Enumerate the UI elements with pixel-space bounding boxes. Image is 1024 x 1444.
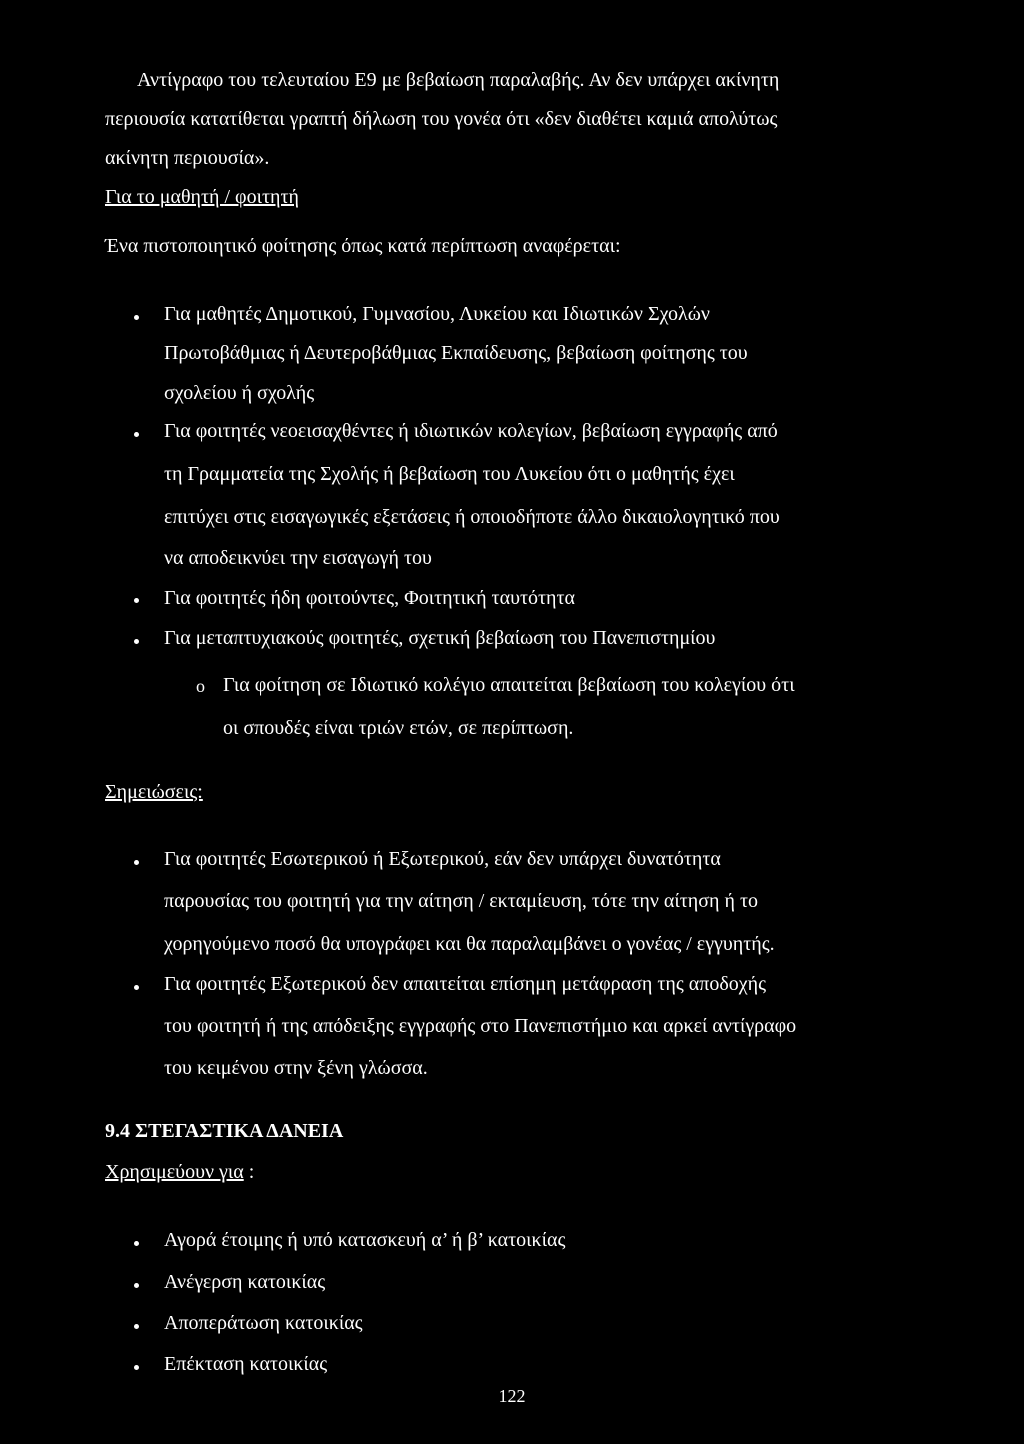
bullet-dot: [134, 860, 139, 865]
bullet-dot: [134, 1365, 139, 1370]
bullet-dot: [134, 1283, 139, 1288]
student-bullet-2-line-2: τη Γραμματεία της Σχολής ή βεβαίωση του Λυκείου ότι ο μαθητής έχει: [164, 463, 735, 485]
notes-bullet-1-line-1: Για φοιτητές Εσωτερικού ή Εξωτερικού, εάν δεν υπάρχει δυνατότητα: [164, 848, 721, 870]
uses-heading: [105, 1160, 254, 1184]
use-item-3: Αποπεράτωση κατοικίας: [164, 1312, 363, 1334]
bullet-dot: [134, 985, 139, 990]
sub-bullet-line-2: οι σπουδές είναι τριών ετών, σε περίπτωση.: [223, 717, 574, 739]
section-title: 9.4 ΣΤΕΓΑΣΤΙΚΑ ΔΑΝΕΙΑ: [105, 1120, 344, 1142]
intro-line-3: ακίνητη περιουσία».: [105, 147, 270, 169]
sub-bullet-line-1: Για φοίτηση σε Ιδιωτικό κολέγιο απαιτείται βεβαίωση του κολεγίου ότι: [223, 674, 795, 696]
intro-line-2: περιουσία κατατίθεται γραπτή δήλωση του γονέα ότι «δεν διαθέτει καμιά απολύτως: [105, 108, 778, 130]
student-bullet-1-line-1: Για μαθητές Δημοτικού, Γυμνασίου, Λυκείου και Ιδιωτικών Σχολών: [164, 303, 710, 325]
student-bullet-4-line-1: Για μεταπτυχιακούς φοιτητές, σχετική βεβαίωση του Πανεπιστημίου: [164, 627, 716, 649]
student-bullet-2-line-3: επιτύχει στις εισαγωγικές εξετάσεις ή οποιοδήποτε άλλο δικαιολογητικό που: [164, 506, 780, 528]
bullet-dot: [134, 315, 139, 320]
notes-bullet-1-line-2: παρουσίας του φοιτητή για την αίτηση / εκταμίευση, τότε την αίτηση ή το: [164, 890, 759, 912]
student-intro: Ένα πιστοποιητικό φοίτησης όπως κατά περίπτωση αναφέρεται:: [105, 235, 621, 257]
sub-bullet-marker: o: [196, 676, 205, 696]
notes-bullet-1-line-3: χορηγούμενο ποσό θα υπογράφει και θα παραλαμβάνει ο γονέας / εγγυητής.: [164, 933, 775, 955]
page-number: 122: [498, 1386, 526, 1406]
student-bullet-3-line-1: Για φοιτητές ήδη φοιτούντες, Φοιτητική ταυτότητα: [164, 587, 576, 609]
student-bullet-1-line-3: σχολείου ή σχολής: [164, 382, 315, 404]
notes-bullet-2-line-1: Για φοιτητές Εξωτερικού δεν απαιτείται επίσημη μετάφραση της αποδοχής: [164, 973, 766, 995]
uses-heading-label: Χρησιμεύουν για: [105, 1161, 244, 1183]
intro-line-1: Αντίγραφο του τελευταίου Ε9 με βεβαίωση παραλαβής. Αν δεν υπάρχει ακίνητη: [137, 69, 780, 91]
bullet-dot: [134, 639, 139, 644]
notes-bullet-2-line-2: του φοιτητή ή της απόδειξης εγγραφής στο Πανεπιστήμιο και αρκεί αντίγραφο: [164, 1015, 797, 1037]
bullet-dot: [134, 432, 139, 437]
notes-bullet-2-line-3: του κειμένου στην ξένη γλώσσα.: [164, 1057, 428, 1079]
uses-heading-colon: :: [243, 1161, 255, 1183]
use-item-1: Αγορά έτοιμης ή υπό κατασκευή α’ ή β’ κατοικίας: [164, 1229, 566, 1251]
bullet-dot: [134, 1241, 139, 1246]
use-item-4: Επέκταση κατοικίας: [164, 1353, 328, 1375]
student-bullet-2-line-4: να αποδεικνύει την εισαγωγή του: [164, 547, 432, 569]
student-heading: Για το μαθητή / φοιτητή: [105, 186, 299, 208]
student-bullet-2-line-1: Για φοιτητές νεοεισαχθέντες ή ιδιωτικών κολεγίων, βεβαίωση εγγραφής από: [164, 420, 778, 442]
use-item-2: Ανέγερση κατοικίας: [164, 1271, 326, 1293]
bullet-dot: [134, 598, 139, 603]
bullet-dot: [134, 1324, 139, 1329]
notes-heading: Σημειώσεις:: [105, 781, 203, 803]
student-bullet-1-line-2: Πρωτοβάθμιας ή Δευτεροβάθμιας Εκπαίδευσης, βεβαίωση φοίτησης του: [164, 342, 748, 364]
